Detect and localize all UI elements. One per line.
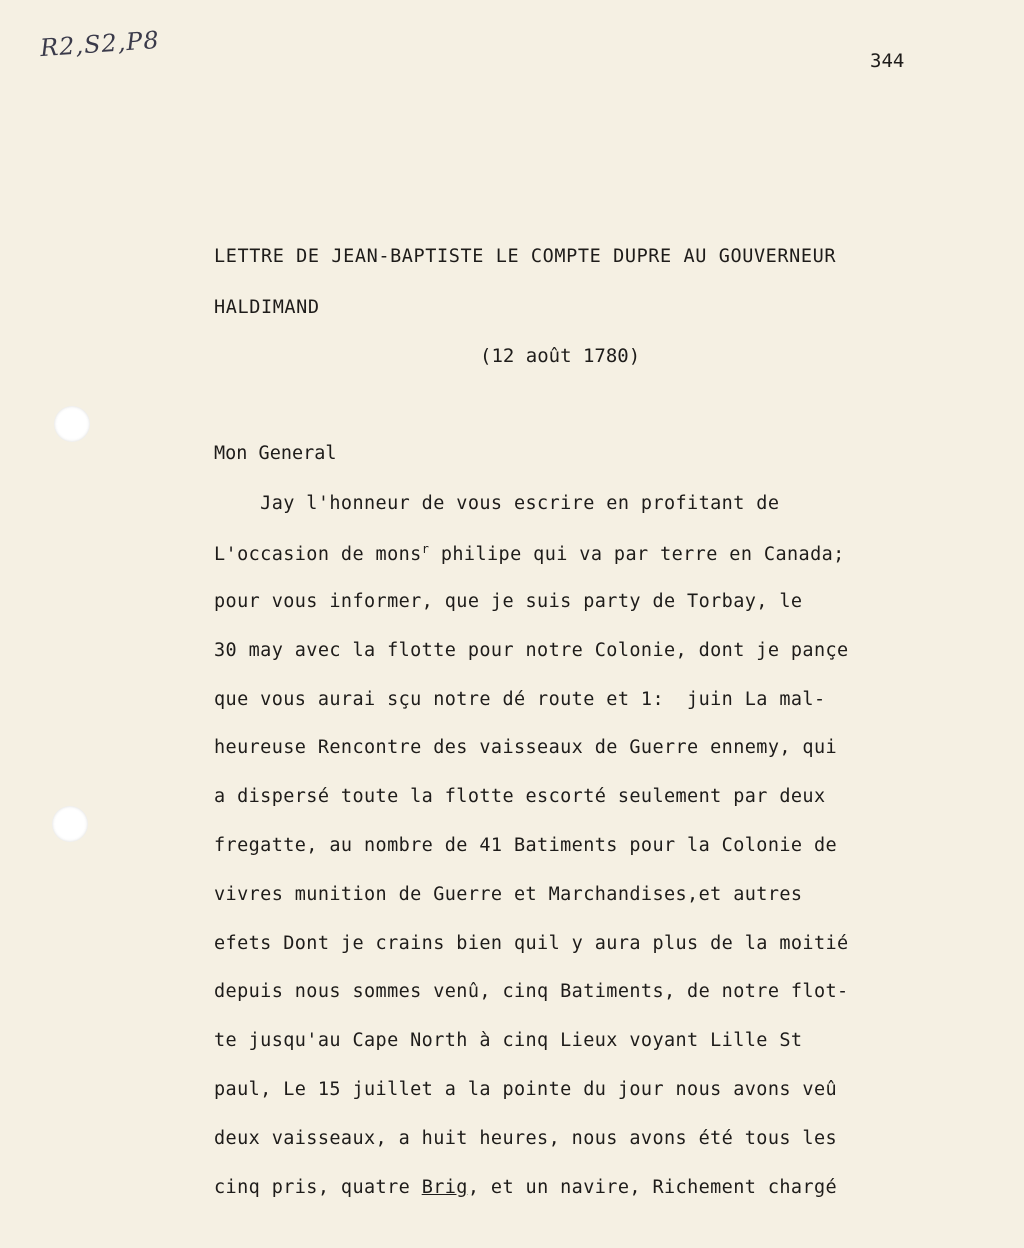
body-line-10: efets Dont je crains bien quil y aura plus de la moitié [214,933,849,954]
document-date: (12 août 1780) [480,345,641,367]
body-line-8: fregatte, au nombre de 41 Batiments pour la Colonie de [214,835,838,856]
body-line-13: paul, Le 15 juillet a la pointe du jour nous avons veû [214,1079,838,1100]
body-line-4: 30 may avec la flotte pour notre Colonie, dont je pançe [214,640,849,661]
body-line-11: depuis nous sommes venû, cinq Batiments, de notre flot- [214,981,849,1002]
superscript-r: r [421,542,430,556]
body-line-15 [214,1177,837,1198]
body-line-2-rest: philipe qui va par terre en Canada; [429,544,845,565]
body-line-6: heureuse Rencontre des vaisseaux de Guerre ennemy, qui [214,737,838,758]
handwritten-annotation: R2,S2,P8 [39,25,161,63]
body-line-12: te jusqu'au Cape North à cinq Lieux voyant Lille St [214,1030,803,1051]
body-line-14: deux vaisseaux, a huit heures, nous avons été tous les [214,1128,838,1149]
body-line-2-start: L'occasion de mons [214,544,422,565]
document-title-line-2: HALDIMAND [214,297,320,318]
body-line-2 [214,542,845,565]
body-line-15-start: cinq pris, quatre [214,1177,422,1198]
body-line-7: a dispersé toute la flotte escorté seulement par deux [214,786,826,807]
salutation: Mon General [214,443,337,464]
underlined-brig: Brig [421,1177,468,1198]
body-line-9: vivres munition de Guerre et Marchandises,et autres [214,884,803,905]
page-number: 344 [870,50,905,72]
punch-hole-top [54,406,90,442]
body-line-15-rest: , et un navire, Richement chargé [467,1177,838,1198]
body-line-1: Jay l'honneur de vous escrire en profitant de [214,493,780,514]
body-line-3: pour vous informer, que je suis party de Torbay, le [214,591,803,612]
body-line-5: que vous aurai sçu notre dé route et 1: juin La mal- [214,689,826,710]
document-title-line-1: LETTRE DE JEAN-BAPTISTE LE COMPTE DUPRE AU GOUVERNEUR [214,246,837,267]
punch-hole-bottom [52,806,88,842]
